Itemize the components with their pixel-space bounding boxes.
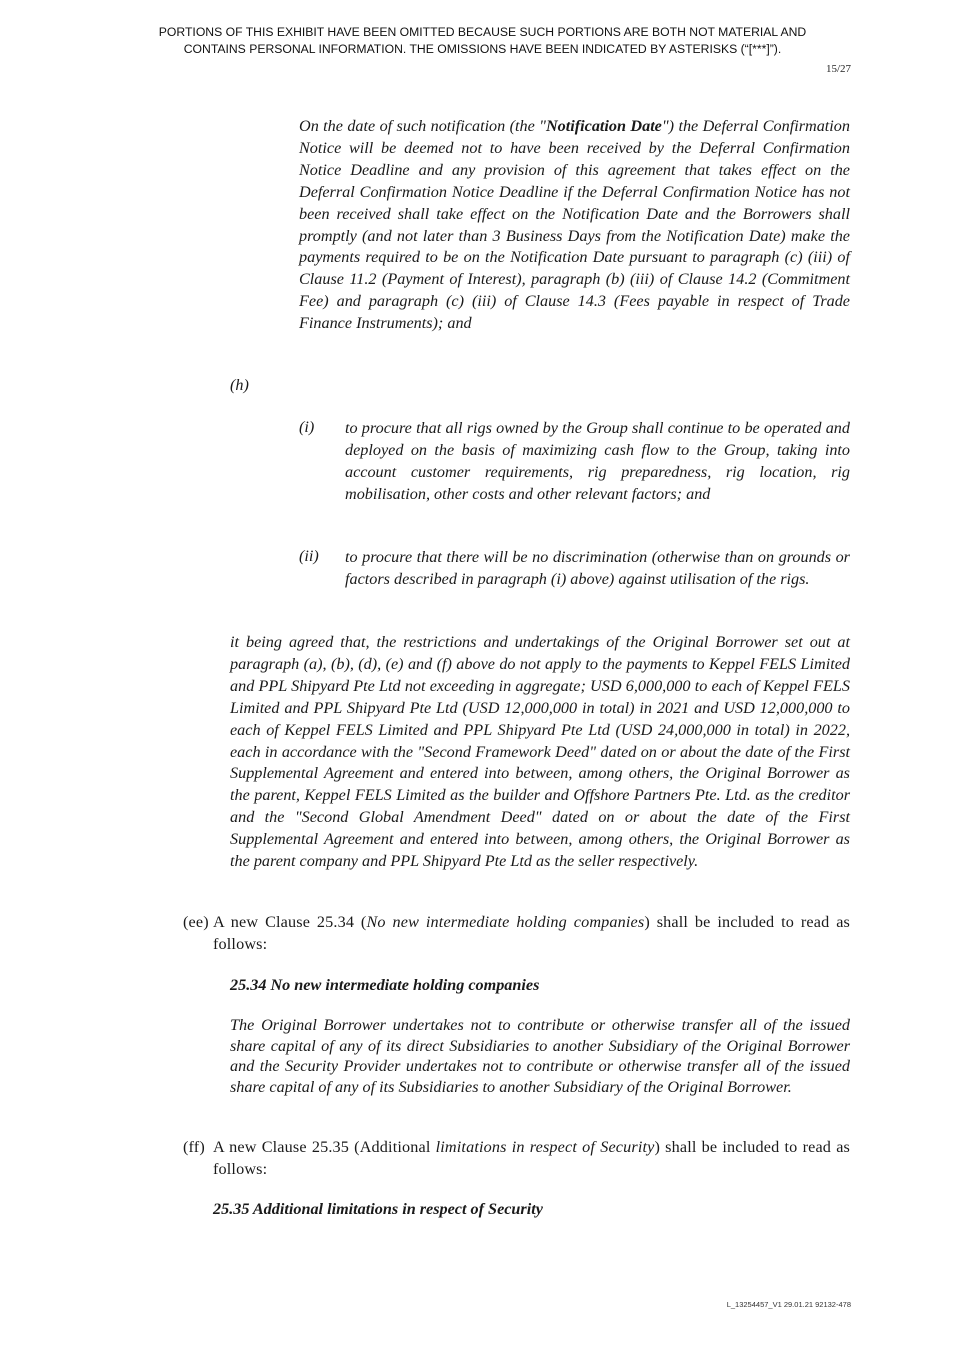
document-reference: L_13254457_V1 29.01.21 92132-478 <box>726 1300 851 1309</box>
clause-25-35-heading: 25.35 Additional limitations in respect of Security <box>213 1200 543 1218</box>
sub-item-ii-label: (ii) <box>299 547 319 565</box>
notification-date-paragraph: On the date of such notification (the "Notification Date") the Deferral Confirmation Notice will be deemed not to have been received by the Deferral Confirmation Notice Deadline and any provision of this agreement that takes effect on the Deferral Confirmation Notice Deadline if the Deferral Confirmation Notice has not been received shall take effect on the Notification Date and the Borrowers shall promptly (and not later than 3 Business Days from the Notification Date) make the payments required to be on the Notification Date pursuant to paragraph (c) (iii) of Clause 11.2 (Payment of Interest), paragraph (b) (iii) of Clause 14.2 (Commitment Fee) and paragraph (c) (iii) of Clause 14.3 (Fees payable in respect of Trade Finance Instruments); and <box>299 117 850 333</box>
clause-ee-number: (ee) <box>183 913 209 931</box>
clause-25-34-body: The Original Borrower undertakes not to contribute or otherwise transfer all of the issued share capital of any of its direct Subsidiaries to another Subsidiary of the Original Borrower and the Security Provider undertakes not to contribute or otherwise transfer all of the issued share capital of any of its Subsidiaries to another Subsidiary of the Original Borrower. <box>230 1016 850 1097</box>
sub-item-ii-text: to procure that there will be no discrimination (otherwise than on grounds or factors described in paragraph (i) above) against utilisation of the rigs. <box>345 548 850 588</box>
sub-item-i-label: (i) <box>299 418 315 436</box>
item-h-label: (h) <box>230 376 249 394</box>
clause-ff-number: (ff) <box>183 1138 205 1156</box>
notice-line-1: PORTIONS OF THIS EXHIBIT HAVE BEEN OMITTED BECAUSE SUCH PORTIONS ARE BOTH NOT MATERIAL AND <box>158 25 807 39</box>
agreed-paragraph: it being agreed that, the restrictions and undertakings of the Original Borrower set out at paragraph (a), (b), (d), (e) and (f) above do not apply to the payments to Keppel FELS Limited and PPL Shipyard Pte Ltd not exceeding in aggregate; USD 6,000,000 to each of Keppel FELS Limited and PPL Shipyard Pte Ltd (USD 12,000,000 in total) in 2021 and USD 12,000,000 to each of Keppel FELS Limited and PPL Shipyard Pte Ltd (USD 24,000,000 in total) in 2022, each in accordance with the "Second Framework Deed" dated on or about the date of the First Supplemental Agreement and entered into between, among others, the Original Borrower as the parent, Keppel FELS Limited as the builder and Offshore Partners Pte. Ltd. as the creditor and the "Second Global Amendment Deed" dated on or about the date of the First Supplemental Agreement and entered into between, among others, the Original Borrower as the parent company and PPL Shipyard Pte Ltd as the seller respectively. <box>230 633 850 871</box>
clause-25-34-heading: 25.34 No new intermediate holding companies <box>230 976 540 994</box>
notification-date-term: Notification Date <box>545 117 662 135</box>
page-number: 15/27 <box>825 63 851 75</box>
sub-item-i-text: to procure that all rigs owned by the Group shall continue to be operated and deployed on the basis of maximizing cash flow to the Group, taking into account customer requirements, rig preparedness, rig location, rig mobilisation, other costs and other relevant factors; and <box>345 419 850 503</box>
clause-ee: (ee) A new Clause 25.34 (No new intermediate holding companies) shall be included to read as follows: <box>183 913 850 953</box>
exhibit-omission-notice <box>110 24 855 58</box>
clause-ff: (ff) A new Clause 25.35 (Additional limitations in respect of Security) shall be included to read as follows: <box>183 1138 850 1178</box>
notice-line-2: CONTAINS PERSONAL INFORMATION. THE OMISSIONS HAVE BEEN INDICATED BY ASTERISKS (“[***]”). <box>183 42 782 56</box>
